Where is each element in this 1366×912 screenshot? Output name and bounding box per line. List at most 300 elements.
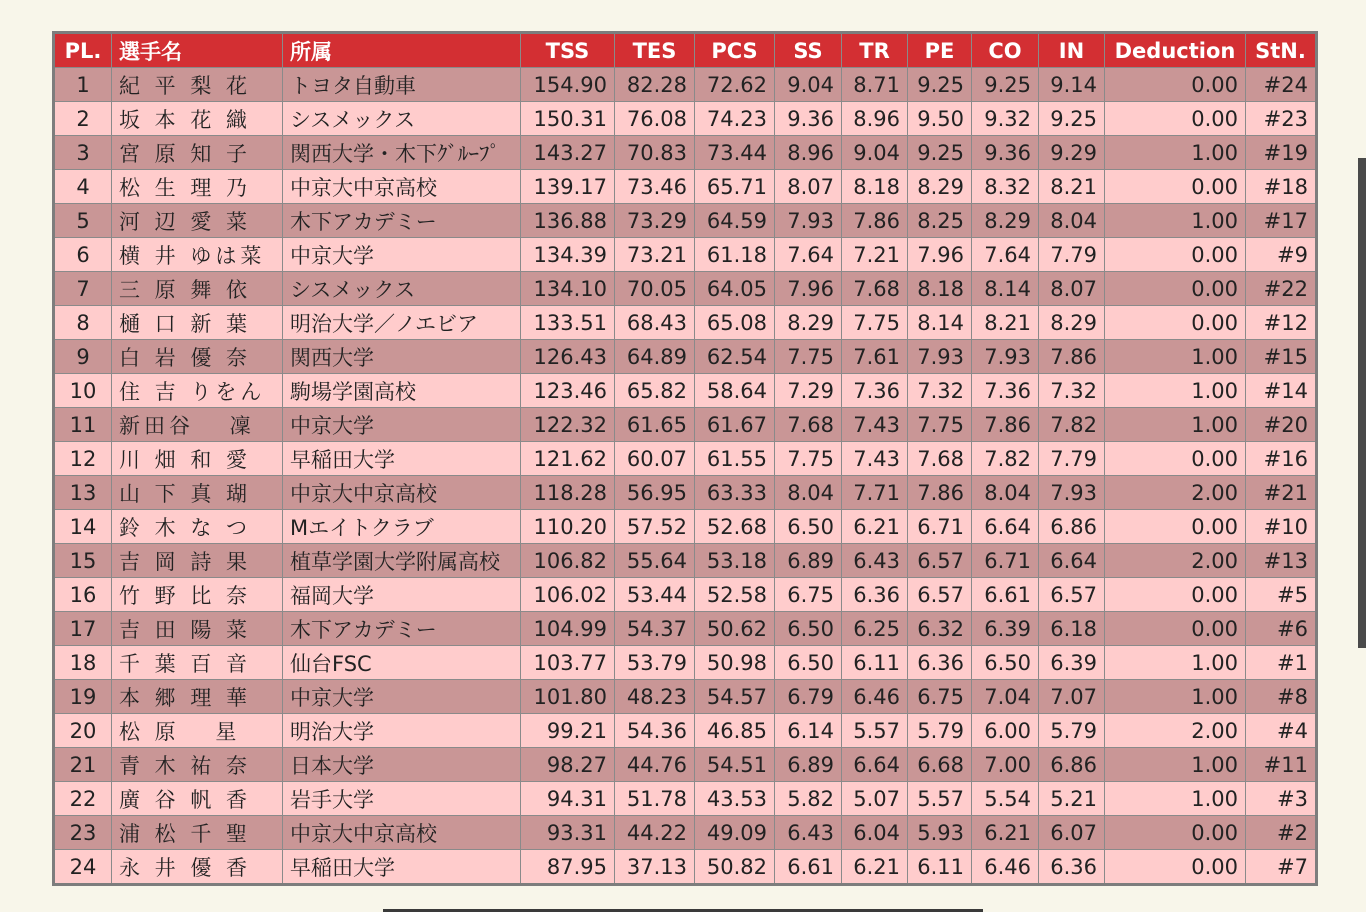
table-row <box>54 306 1317 340</box>
cell-tr: 5.57 <box>842 714 908 748</box>
cell-in: 8.29 <box>1039 306 1105 340</box>
cell-co: 7.36 <box>972 374 1039 408</box>
cell-pcs: 73.44 <box>695 136 775 170</box>
cell-tr: 7.71 <box>842 476 908 510</box>
header-co: CO <box>972 33 1039 68</box>
cell-skater-name: 坂 本 花 織 <box>112 102 283 136</box>
cell-place: 5 <box>54 204 112 238</box>
cell-pe: 6.71 <box>908 510 972 544</box>
cell-skater-name: 宮 原 知 子 <box>112 136 283 170</box>
cell-skater-name: 吉 岡 詩 果 <box>112 544 283 578</box>
cell-place: 21 <box>54 748 112 782</box>
cell-pcs: 46.85 <box>695 714 775 748</box>
cell-tr: 7.21 <box>842 238 908 272</box>
table-row <box>54 136 1317 170</box>
cell-ss: 9.36 <box>775 102 842 136</box>
cell-start-number: #23 <box>1246 102 1317 136</box>
cell-tss: 103.77 <box>521 646 615 680</box>
cell-tss: 93.31 <box>521 816 615 850</box>
cell-skater-name: 樋 口 新 葉 <box>112 306 283 340</box>
cell-start-number: #3 <box>1246 782 1317 816</box>
cell-tss: 122.32 <box>521 408 615 442</box>
cell-pe: 7.75 <box>908 408 972 442</box>
cell-co: 9.25 <box>972 68 1039 102</box>
cell-tes: 60.07 <box>615 442 695 476</box>
cell-place: 9 <box>54 340 112 374</box>
cell-co: 6.50 <box>972 646 1039 680</box>
cell-club: 早稲田大学 <box>283 442 521 476</box>
cell-deduction: 0.00 <box>1105 238 1246 272</box>
cell-co: 7.04 <box>972 680 1039 714</box>
cell-ss: 7.68 <box>775 408 842 442</box>
cell-tss: 121.62 <box>521 442 615 476</box>
cell-skater-name: 千 葉 百 音 <box>112 646 283 680</box>
cell-skater-name: 廣 谷 帆 香 <box>112 782 283 816</box>
cell-tes: 82.28 <box>615 68 695 102</box>
cell-deduction: 1.00 <box>1105 748 1246 782</box>
cell-co: 7.64 <box>972 238 1039 272</box>
cell-in: 7.79 <box>1039 238 1105 272</box>
cell-tr: 6.21 <box>842 850 908 885</box>
cell-in: 9.29 <box>1039 136 1105 170</box>
cell-tes: 53.44 <box>615 578 695 612</box>
cell-deduction: 0.00 <box>1105 816 1246 850</box>
cell-start-number: #5 <box>1246 578 1317 612</box>
cell-club: 明治大学 <box>283 714 521 748</box>
cell-deduction: 1.00 <box>1105 782 1246 816</box>
cell-pe: 6.57 <box>908 578 972 612</box>
table-row <box>54 816 1317 850</box>
cell-deduction: 1.00 <box>1105 646 1246 680</box>
cell-start-number: #6 <box>1246 612 1317 646</box>
cell-deduction: 0.00 <box>1105 68 1246 102</box>
cell-in: 5.79 <box>1039 714 1105 748</box>
cell-pcs: 61.67 <box>695 408 775 442</box>
cell-pcs: 58.64 <box>695 374 775 408</box>
cell-start-number: #4 <box>1246 714 1317 748</box>
cell-tes: 65.82 <box>615 374 695 408</box>
table-row <box>54 442 1317 476</box>
cell-tes: 70.83 <box>615 136 695 170</box>
cell-pe: 9.50 <box>908 102 972 136</box>
cell-place: 17 <box>54 612 112 646</box>
cell-club: 駒場学園高校 <box>283 374 521 408</box>
table-row <box>54 850 1317 885</box>
cell-pcs: 72.62 <box>695 68 775 102</box>
cell-ss: 6.43 <box>775 816 842 850</box>
cell-ss: 7.29 <box>775 374 842 408</box>
cell-skater-name: 松 原 星 <box>112 714 283 748</box>
cell-ss: 6.89 <box>775 748 842 782</box>
cell-co: 7.93 <box>972 340 1039 374</box>
cell-start-number: #11 <box>1246 748 1317 782</box>
cell-club: 中京大学 <box>283 408 521 442</box>
cell-co: 6.00 <box>972 714 1039 748</box>
cell-start-number: #21 <box>1246 476 1317 510</box>
cell-tss: 101.80 <box>521 680 615 714</box>
cell-ss: 8.96 <box>775 136 842 170</box>
cell-in: 6.39 <box>1039 646 1105 680</box>
cell-in: 7.86 <box>1039 340 1105 374</box>
cell-in: 8.21 <box>1039 170 1105 204</box>
cell-tes: 73.21 <box>615 238 695 272</box>
table-row <box>54 374 1317 408</box>
cell-pe: 6.57 <box>908 544 972 578</box>
cell-in: 7.07 <box>1039 680 1105 714</box>
cell-skater-name: 吉 田 陽 菜 <box>112 612 283 646</box>
cell-deduction: 2.00 <box>1105 544 1246 578</box>
cell-co: 6.46 <box>972 850 1039 885</box>
cell-ss: 8.04 <box>775 476 842 510</box>
cell-club: 中京大中京高校 <box>283 816 521 850</box>
cell-tss: 154.90 <box>521 68 615 102</box>
cell-ss: 8.07 <box>775 170 842 204</box>
cell-tes: 73.46 <box>615 170 695 204</box>
header-tss: TSS <box>521 33 615 68</box>
table-row <box>54 68 1317 102</box>
cell-in: 7.82 <box>1039 408 1105 442</box>
cell-deduction: 0.00 <box>1105 102 1246 136</box>
cell-ss: 6.14 <box>775 714 842 748</box>
header-stn: StN. <box>1246 33 1317 68</box>
cell-place: 22 <box>54 782 112 816</box>
cell-co: 6.61 <box>972 578 1039 612</box>
cell-club: 仙台FSC <box>283 646 521 680</box>
cell-tr: 8.71 <box>842 68 908 102</box>
cell-deduction: 1.00 <box>1105 204 1246 238</box>
cell-tss: 136.88 <box>521 204 615 238</box>
cell-pcs: 61.18 <box>695 238 775 272</box>
results-table <box>52 31 1318 886</box>
cell-club: 中京大学 <box>283 238 521 272</box>
cell-pe: 9.25 <box>908 136 972 170</box>
cell-club: 岩手大学 <box>283 782 521 816</box>
cell-place: 1 <box>54 68 112 102</box>
cell-start-number: #2 <box>1246 816 1317 850</box>
cell-tr: 7.86 <box>842 204 908 238</box>
header-tr: TR <box>842 33 908 68</box>
table-row <box>54 578 1317 612</box>
cell-deduction: 0.00 <box>1105 306 1246 340</box>
cell-skater-name: 白 岩 優 奈 <box>112 340 283 374</box>
cell-pe: 8.18 <box>908 272 972 306</box>
cell-start-number: #16 <box>1246 442 1317 476</box>
cell-place: 16 <box>54 578 112 612</box>
cell-club: 早稲田大学 <box>283 850 521 885</box>
cell-pcs: 65.08 <box>695 306 775 340</box>
cell-co: 9.32 <box>972 102 1039 136</box>
cell-place: 14 <box>54 510 112 544</box>
cell-ss: 6.61 <box>775 850 842 885</box>
cell-place: 20 <box>54 714 112 748</box>
cell-tss: 133.51 <box>521 306 615 340</box>
cell-pe: 5.57 <box>908 782 972 816</box>
cell-club: 中京大学 <box>283 680 521 714</box>
cell-start-number: #22 <box>1246 272 1317 306</box>
cell-club: 明治大学／ノエビア <box>283 306 521 340</box>
cell-tr: 5.07 <box>842 782 908 816</box>
cell-place: 24 <box>54 850 112 885</box>
cell-tr: 6.36 <box>842 578 908 612</box>
cell-pcs: 50.82 <box>695 850 775 885</box>
cell-skater-name: 本 郷 理 華 <box>112 680 283 714</box>
cell-start-number: #7 <box>1246 850 1317 885</box>
cell-deduction: 0.00 <box>1105 170 1246 204</box>
cell-deduction: 0.00 <box>1105 442 1246 476</box>
cell-tes: 55.64 <box>615 544 695 578</box>
cell-ss: 5.82 <box>775 782 842 816</box>
cell-in: 6.07 <box>1039 816 1105 850</box>
cell-deduction: 0.00 <box>1105 510 1246 544</box>
cell-deduction: 0.00 <box>1105 272 1246 306</box>
cell-deduction: 0.00 <box>1105 612 1246 646</box>
cell-place: 11 <box>54 408 112 442</box>
cell-tr: 8.96 <box>842 102 908 136</box>
table-row <box>54 340 1317 374</box>
cell-tes: 44.76 <box>615 748 695 782</box>
cell-tes: 70.05 <box>615 272 695 306</box>
cell-co: 8.14 <box>972 272 1039 306</box>
cell-deduction: 1.00 <box>1105 408 1246 442</box>
cell-ss: 8.29 <box>775 306 842 340</box>
cell-in: 7.32 <box>1039 374 1105 408</box>
cell-pcs: 74.23 <box>695 102 775 136</box>
cell-tes: 53.79 <box>615 646 695 680</box>
cell-start-number: #12 <box>1246 306 1317 340</box>
table-row <box>54 204 1317 238</box>
cell-in: 9.25 <box>1039 102 1105 136</box>
cell-pe: 5.79 <box>908 714 972 748</box>
cell-pcs: 61.55 <box>695 442 775 476</box>
cell-skater-name: 竹 野 比 奈 <box>112 578 283 612</box>
cell-tss: 118.28 <box>521 476 615 510</box>
cell-place: 7 <box>54 272 112 306</box>
cell-start-number: #13 <box>1246 544 1317 578</box>
cell-pe: 7.86 <box>908 476 972 510</box>
cell-start-number: #19 <box>1246 136 1317 170</box>
cell-skater-name: 浦 松 千 聖 <box>112 816 283 850</box>
cell-tr: 7.36 <box>842 374 908 408</box>
cell-tes: 64.89 <box>615 340 695 374</box>
cell-start-number: #14 <box>1246 374 1317 408</box>
cell-deduction: 1.00 <box>1105 136 1246 170</box>
cell-tr: 6.25 <box>842 612 908 646</box>
cell-skater-name: 松 生 理 乃 <box>112 170 283 204</box>
cell-tss: 143.27 <box>521 136 615 170</box>
cell-tr: 6.11 <box>842 646 908 680</box>
cell-tss: 87.95 <box>521 850 615 885</box>
cell-club: 中京大中京高校 <box>283 476 521 510</box>
cell-pe: 7.93 <box>908 340 972 374</box>
cell-co: 7.86 <box>972 408 1039 442</box>
cell-in: 6.86 <box>1039 748 1105 782</box>
cell-pe: 6.32 <box>908 612 972 646</box>
cell-co: 8.21 <box>972 306 1039 340</box>
cell-tss: 104.99 <box>521 612 615 646</box>
cell-pe: 8.25 <box>908 204 972 238</box>
cell-pcs: 50.98 <box>695 646 775 680</box>
cell-skater-name: 山 下 真 瑚 <box>112 476 283 510</box>
cell-tes: 48.23 <box>615 680 695 714</box>
cell-in: 6.57 <box>1039 578 1105 612</box>
cell-in: 5.21 <box>1039 782 1105 816</box>
cell-club: Mエイトクラブ <box>283 510 521 544</box>
cell-place: 19 <box>54 680 112 714</box>
header-tes: TES <box>615 33 695 68</box>
cell-pcs: 50.62 <box>695 612 775 646</box>
cell-tss: 106.02 <box>521 578 615 612</box>
cell-pe: 8.29 <box>908 170 972 204</box>
cell-club: 関西大学 <box>283 340 521 374</box>
cell-tss: 98.27 <box>521 748 615 782</box>
cell-tss: 106.82 <box>521 544 615 578</box>
table-row <box>54 748 1317 782</box>
cell-place: 15 <box>54 544 112 578</box>
cell-tr: 6.43 <box>842 544 908 578</box>
cell-pe: 6.11 <box>908 850 972 885</box>
cell-ss: 7.96 <box>775 272 842 306</box>
cell-in: 6.86 <box>1039 510 1105 544</box>
cell-start-number: #15 <box>1246 340 1317 374</box>
table-row <box>54 102 1317 136</box>
cell-ss: 7.75 <box>775 442 842 476</box>
cell-tes: 44.22 <box>615 816 695 850</box>
cell-deduction: 0.00 <box>1105 578 1246 612</box>
cell-place: 8 <box>54 306 112 340</box>
table-row <box>54 408 1317 442</box>
header-pe: PE <box>908 33 972 68</box>
cell-ss: 6.50 <box>775 510 842 544</box>
cell-tes: 68.43 <box>615 306 695 340</box>
cell-co: 6.64 <box>972 510 1039 544</box>
cell-co: 5.54 <box>972 782 1039 816</box>
cell-pcs: 64.05 <box>695 272 775 306</box>
cell-tr: 7.61 <box>842 340 908 374</box>
header-pcs: PCS <box>695 33 775 68</box>
cell-co: 7.00 <box>972 748 1039 782</box>
cell-pe: 7.68 <box>908 442 972 476</box>
cell-co: 6.71 <box>972 544 1039 578</box>
header-deduction: Deduction <box>1105 33 1246 68</box>
table-row <box>54 170 1317 204</box>
cell-pe: 6.68 <box>908 748 972 782</box>
cell-ss: 7.93 <box>775 204 842 238</box>
cell-pe: 9.25 <box>908 68 972 102</box>
cell-ss: 9.04 <box>775 68 842 102</box>
cell-tes: 37.13 <box>615 850 695 885</box>
cell-in: 7.79 <box>1039 442 1105 476</box>
cell-deduction: 1.00 <box>1105 680 1246 714</box>
cell-tr: 6.04 <box>842 816 908 850</box>
cell-co: 6.39 <box>972 612 1039 646</box>
cell-deduction: 1.00 <box>1105 340 1246 374</box>
cell-in: 8.07 <box>1039 272 1105 306</box>
cell-pcs: 52.58 <box>695 578 775 612</box>
cell-deduction: 0.00 <box>1105 850 1246 885</box>
cell-club: 日本大学 <box>283 748 521 782</box>
cell-pcs: 49.09 <box>695 816 775 850</box>
table-row <box>54 714 1317 748</box>
vertical-scrollbar[interactable] <box>1358 158 1366 648</box>
cell-club: 木下アカデミー <box>283 204 521 238</box>
cell-place: 2 <box>54 102 112 136</box>
cell-skater-name: 新田谷 凜 <box>112 408 283 442</box>
table-row <box>54 476 1317 510</box>
cell-ss: 6.79 <box>775 680 842 714</box>
cell-tr: 6.21 <box>842 510 908 544</box>
cell-tes: 56.95 <box>615 476 695 510</box>
cell-skater-name: 青 木 祐 奈 <box>112 748 283 782</box>
cell-skater-name: 住 吉 りをん <box>112 374 283 408</box>
cell-co: 8.04 <box>972 476 1039 510</box>
cell-in: 6.36 <box>1039 850 1105 885</box>
cell-tes: 54.36 <box>615 714 695 748</box>
cell-start-number: #8 <box>1246 680 1317 714</box>
cell-start-number: #10 <box>1246 510 1317 544</box>
cell-in: 6.18 <box>1039 612 1105 646</box>
cell-pe: 8.14 <box>908 306 972 340</box>
cell-pcs: 53.18 <box>695 544 775 578</box>
table-row <box>54 544 1317 578</box>
cell-co: 8.32 <box>972 170 1039 204</box>
cell-pcs: 64.59 <box>695 204 775 238</box>
cell-club: 植草学園大学附属高校 <box>283 544 521 578</box>
cell-deduction: 1.00 <box>1105 374 1246 408</box>
table-row <box>54 272 1317 306</box>
cell-tr: 6.46 <box>842 680 908 714</box>
header-club: 所属 <box>283 33 521 68</box>
cell-deduction: 2.00 <box>1105 476 1246 510</box>
cell-co: 8.29 <box>972 204 1039 238</box>
cell-tes: 76.08 <box>615 102 695 136</box>
cell-in: 7.93 <box>1039 476 1105 510</box>
cell-tr: 7.75 <box>842 306 908 340</box>
cell-ss: 6.50 <box>775 612 842 646</box>
cell-tss: 139.17 <box>521 170 615 204</box>
cell-start-number: #1 <box>1246 646 1317 680</box>
cell-tss: 123.46 <box>521 374 615 408</box>
cell-pe: 5.93 <box>908 816 972 850</box>
cell-co: 7.82 <box>972 442 1039 476</box>
cell-start-number: #18 <box>1246 170 1317 204</box>
cell-ss: 6.50 <box>775 646 842 680</box>
cell-club: 木下アカデミー <box>283 612 521 646</box>
header-ss: SS <box>775 33 842 68</box>
cell-skater-name: 永 井 優 香 <box>112 850 283 885</box>
cell-club: 中京大中京高校 <box>283 170 521 204</box>
cell-place: 18 <box>54 646 112 680</box>
table-row <box>54 238 1317 272</box>
cell-skater-name: 横 井 ゆは菜 <box>112 238 283 272</box>
cell-ss: 6.89 <box>775 544 842 578</box>
cell-tr: 7.43 <box>842 408 908 442</box>
cell-pcs: 52.68 <box>695 510 775 544</box>
cell-skater-name: 河 辺 愛 菜 <box>112 204 283 238</box>
table-row <box>54 510 1317 544</box>
cell-ss: 6.75 <box>775 578 842 612</box>
cell-skater-name: 三 原 舞 依 <box>112 272 283 306</box>
cell-tes: 61.65 <box>615 408 695 442</box>
cell-club: 福岡大学 <box>283 578 521 612</box>
cell-place: 3 <box>54 136 112 170</box>
cell-tr: 6.64 <box>842 748 908 782</box>
cell-start-number: #9 <box>1246 238 1317 272</box>
cell-tr: 9.04 <box>842 136 908 170</box>
cell-skater-name: 鈴 木 な つ <box>112 510 283 544</box>
cell-place: 12 <box>54 442 112 476</box>
cell-pe: 7.96 <box>908 238 972 272</box>
cell-club: トヨタ自動車 <box>283 68 521 102</box>
